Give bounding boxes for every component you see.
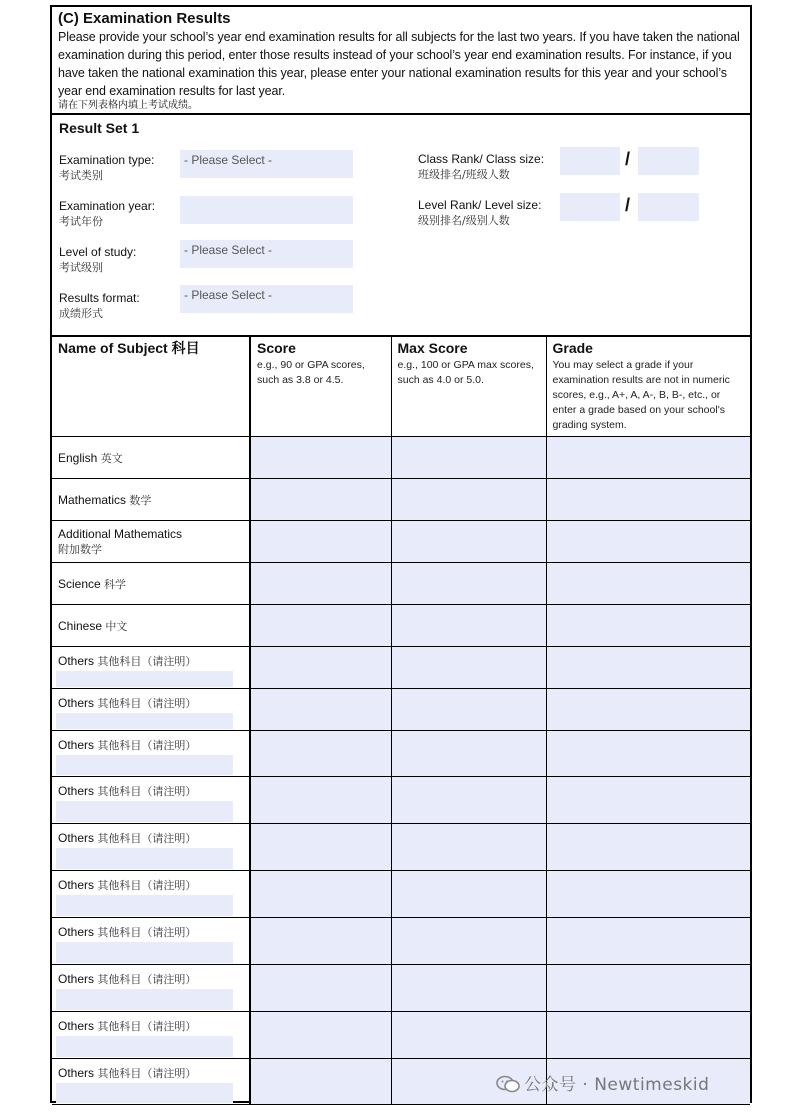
- subject-name: English: [58, 450, 98, 465]
- section-description-cn: 请在下列表格内填上考试成绩。: [58, 100, 198, 111]
- other-subject-label: [52, 871, 249, 893]
- subject-name-cell: [52, 479, 250, 521]
- subject-name-cn: 科学: [104, 577, 127, 591]
- other-subject-name-cn: 其他科目（请注明）: [97, 739, 197, 752]
- exam-year-label-en: Examination year:: [59, 199, 156, 213]
- watermark: [496, 1070, 709, 1095]
- level-rank-label-cn: 级别排名/级别人数: [418, 214, 510, 227]
- other-subject-cell: [52, 1059, 250, 1105]
- other-subject-input[interactable]: [56, 801, 233, 822]
- exam-type-label-en: Examination type:: [59, 153, 155, 167]
- table-row: [52, 777, 750, 824]
- grade-input[interactable]: [546, 731, 750, 777]
- class-size-input[interactable]: [638, 147, 699, 175]
- results-format-label-cn: 成绩形式: [59, 307, 103, 320]
- section-header: [52, 7, 750, 115]
- other-subject-label: [52, 647, 249, 669]
- class-rank-input[interactable]: [560, 147, 620, 175]
- level-of-study-label-cn: 考试级别: [59, 261, 103, 274]
- grade-input[interactable]: [546, 918, 750, 965]
- subject-name-cn: 附加数学: [58, 542, 102, 556]
- other-subject-cell: [52, 824, 250, 871]
- other-subject-input[interactable]: [56, 1083, 233, 1103]
- score-header-title: Score: [257, 340, 296, 356]
- other-subject-input[interactable]: [56, 848, 233, 869]
- score-input[interactable]: [250, 918, 391, 965]
- score-input[interactable]: [250, 479, 391, 521]
- other-subject-name-cn: 其他科目（请注明）: [97, 1067, 197, 1080]
- level-rank-label: [418, 197, 541, 229]
- other-subject-name: Others: [58, 1019, 95, 1033]
- other-subject-label: [52, 918, 249, 940]
- subject-name-cell: [52, 437, 250, 479]
- table-row: [52, 1012, 750, 1059]
- other-subject-name: Others: [58, 1066, 95, 1080]
- max-score-input[interactable]: [391, 437, 546, 479]
- other-subject-input[interactable]: [56, 713, 233, 729]
- subject-name-cell: [52, 521, 250, 563]
- other-subject-name-cn: 其他科目（请注明）: [97, 785, 197, 798]
- max-score-header-title: Max Score: [397, 340, 468, 356]
- table-row: [52, 731, 750, 777]
- other-subject-name: Others: [58, 784, 95, 798]
- other-subject-name: Others: [58, 696, 95, 710]
- max-score-input[interactable]: [391, 689, 546, 731]
- exam-year-label: [59, 198, 155, 230]
- grade-input[interactable]: [546, 824, 750, 871]
- max-score-input[interactable]: [391, 918, 546, 965]
- grade-input[interactable]: [546, 479, 750, 521]
- table-header-row: [52, 336, 750, 437]
- section-description: Please provide your school’s year end examination results for all subjects for the last two years. If you have taken the national examination during this period, enter those results instead of your school’s year end examination results. For instance, if you have taken the national examination this year, please enter your national examination results for this year and your school’s year end examination results for last year.: [58, 30, 740, 98]
- level-rank-separator: /: [625, 195, 631, 215]
- exam-type-label: [59, 152, 154, 184]
- score-input[interactable]: [250, 871, 391, 918]
- subject-name-cell: [52, 563, 250, 605]
- other-subject-cell: [52, 731, 250, 777]
- result-set-1: [52, 117, 750, 335]
- score-header-hint: e.g., 90 or GPA scores, such as 3.8 or 4.5.: [257, 359, 365, 386]
- subject-name: Science: [58, 576, 101, 591]
- other-subject-name-cn: 其他科目（请注明）: [97, 973, 197, 986]
- table-row: [52, 918, 750, 965]
- other-subject-label: [52, 824, 249, 846]
- examination-results-form: [50, 5, 752, 1103]
- level-of-study-select[interactable]: - Please Select -: [180, 240, 353, 268]
- max-score-input[interactable]: [391, 605, 546, 647]
- score-input[interactable]: [250, 1059, 391, 1105]
- other-subject-name-cn: 其他科目（请注明）: [97, 1020, 197, 1033]
- other-subject-name: Others: [58, 925, 95, 939]
- other-subject-cell: [52, 689, 250, 731]
- exam-year-input[interactable]: [180, 196, 353, 224]
- other-subject-cell: [52, 1012, 250, 1059]
- other-subject-name-cn: 其他科目（请注明）: [97, 697, 197, 710]
- level-rank-label-en: Level Rank/ Level size:: [418, 198, 542, 212]
- subject-column-header: [52, 336, 250, 437]
- max-score-header-hint: e.g., 100 or GPA max scores, such as 4.0 or 5.0.: [397, 359, 534, 386]
- other-subject-input[interactable]: [56, 895, 233, 916]
- table-row: [52, 689, 750, 731]
- other-subject-label: [52, 1059, 249, 1081]
- max-score-column-header: [391, 336, 546, 437]
- table-row: [52, 824, 750, 871]
- table-row: [52, 871, 750, 918]
- score-input[interactable]: [250, 647, 391, 689]
- section-title: (C) Examination Results: [58, 10, 231, 27]
- other-subject-input[interactable]: [56, 755, 233, 775]
- subject-name: Chinese: [58, 618, 103, 633]
- grade-input[interactable]: [546, 563, 750, 605]
- max-score-input[interactable]: [391, 563, 546, 605]
- subject-name-cn: 数学: [129, 493, 152, 507]
- class-rank-separator: /: [625, 149, 631, 169]
- other-subject-name: Others: [58, 972, 95, 986]
- exam-type-label-cn: 考试类别: [59, 169, 103, 182]
- score-input[interactable]: [250, 689, 391, 731]
- other-subject-name: Others: [58, 831, 95, 845]
- score-input[interactable]: [250, 1012, 391, 1059]
- score-column-header: [250, 336, 391, 437]
- grade-input[interactable]: [546, 521, 750, 563]
- grade-input[interactable]: [546, 647, 750, 689]
- class-rank-label-cn: 班级排名/班级人数: [418, 168, 510, 181]
- other-subject-label: [52, 965, 249, 987]
- max-score-input[interactable]: [391, 824, 546, 871]
- watermark-text: 公众号 · Newtimeskid: [524, 1075, 710, 1095]
- subject-name: Additional Mathematics: [58, 526, 183, 541]
- subject-name: Mathematics: [58, 492, 127, 507]
- other-subject-label: [52, 689, 249, 711]
- level-of-study-label: [59, 244, 136, 276]
- table-row: [52, 605, 750, 647]
- grade-column-header: [546, 336, 750, 437]
- grade-input[interactable]: [546, 689, 750, 731]
- table-row: [52, 521, 750, 563]
- results-format-label-en: Results format:: [59, 291, 140, 305]
- score-input[interactable]: [250, 824, 391, 871]
- other-subject-name: Others: [58, 738, 95, 752]
- level-size-input[interactable]: [638, 193, 699, 221]
- max-score-input[interactable]: [391, 521, 546, 563]
- grade-input[interactable]: [546, 437, 750, 479]
- other-subject-label: [52, 1012, 249, 1034]
- score-input[interactable]: [250, 563, 391, 605]
- subject-header-title: Name of Subject 科目: [58, 340, 200, 356]
- grade-header-hint: You may select a grade if your examination results are not in numeric scores, e.g., A+, A, A-, B, B-, etc., or enter a grade based on your school's grading system.: [552, 359, 730, 431]
- other-subject-input[interactable]: [56, 989, 233, 1010]
- table-row: [52, 563, 750, 605]
- level-rank-input[interactable]: [560, 193, 620, 221]
- other-subject-cell: [52, 871, 250, 918]
- score-input[interactable]: [250, 605, 391, 647]
- max-score-input[interactable]: [391, 647, 546, 689]
- max-score-input[interactable]: [391, 965, 546, 1012]
- class-rank-label-en: Class Rank/ Class size:: [418, 152, 545, 166]
- subjects-table: [52, 335, 750, 1105]
- exam-type-select[interactable]: - Please Select -: [180, 150, 353, 178]
- subject-name-cell: [52, 605, 250, 647]
- other-subject-cell: [52, 965, 250, 1012]
- other-subject-label: [52, 731, 249, 753]
- other-subject-cell: [52, 647, 250, 689]
- max-score-input[interactable]: [391, 731, 546, 777]
- max-score-input[interactable]: [391, 777, 546, 824]
- score-input[interactable]: [250, 437, 391, 479]
- max-score-input[interactable]: [391, 871, 546, 918]
- other-subject-input[interactable]: [56, 942, 233, 963]
- max-score-input[interactable]: [391, 479, 546, 521]
- grade-input[interactable]: [546, 871, 750, 918]
- grade-input[interactable]: [546, 777, 750, 824]
- table-row: [52, 479, 750, 521]
- table-row: [52, 437, 750, 479]
- max-score-input[interactable]: [391, 1012, 546, 1059]
- other-subject-name-cn: 其他科目（请注明）: [97, 926, 197, 939]
- other-subject-cell: [52, 777, 250, 824]
- other-subject-name: Others: [58, 878, 95, 892]
- exam-year-label-cn: 考试年份: [59, 215, 103, 228]
- score-input[interactable]: [250, 521, 391, 563]
- other-subject-cell: [52, 918, 250, 965]
- score-input[interactable]: [250, 731, 391, 777]
- grade-input[interactable]: [546, 1012, 750, 1059]
- results-format-label: [59, 290, 140, 322]
- wechat-icon: [496, 1075, 520, 1093]
- other-subject-input[interactable]: [56, 1036, 233, 1057]
- grade-input[interactable]: [546, 965, 750, 1012]
- result-set-title: Result Set 1: [59, 120, 140, 136]
- score-input[interactable]: [250, 965, 391, 1012]
- other-subject-name-cn: 其他科目（请注明）: [97, 655, 197, 668]
- grade-header-title: Grade: [552, 340, 593, 356]
- subject-name-cn: 英文: [100, 451, 123, 465]
- other-subject-input[interactable]: [56, 671, 233, 687]
- grade-input[interactable]: [546, 605, 750, 647]
- other-subject-name-cn: 其他科目（请注明）: [97, 879, 197, 892]
- subject-name-cn: 中文: [105, 619, 128, 633]
- table-row: [52, 647, 750, 689]
- other-subject-label: [52, 777, 249, 799]
- level-of-study-label-en: Level of study:: [59, 245, 137, 259]
- results-format-select[interactable]: - Please Select -: [180, 285, 353, 313]
- other-subject-name: Others: [58, 654, 95, 668]
- score-input[interactable]: [250, 777, 391, 824]
- other-subject-name-cn: 其他科目（请注明）: [97, 832, 197, 845]
- table-row: [52, 965, 750, 1012]
- class-rank-label: [418, 151, 544, 183]
